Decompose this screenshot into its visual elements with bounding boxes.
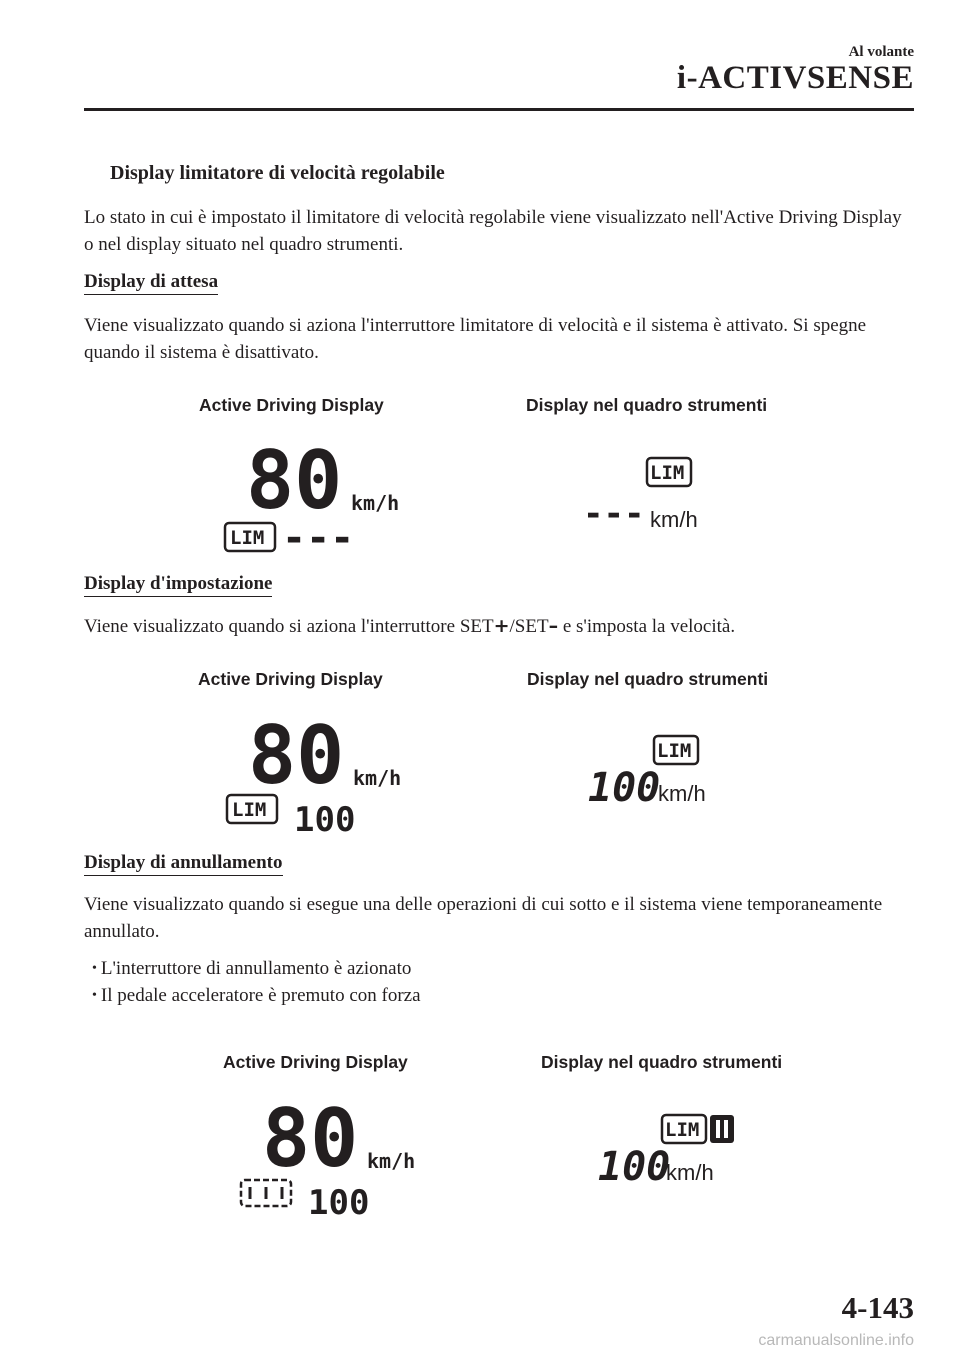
adp-unit: km/h [367, 1149, 416, 1173]
standby-adp-caption: Active Driving Display [199, 395, 384, 415]
minus-icon: – [548, 615, 559, 637]
standby-paragraph: Viene visualizzato quando si aziona l'interruttore limitatore di velocità e il sistema è attivato. Si spegne quando il sistema è disattivato. [84, 315, 867, 363]
header-divider [84, 108, 914, 111]
lim-label: LIM [232, 799, 267, 821]
cancel-bullet-2 [92, 982, 421, 1009]
cancel-cluster-display [598, 1110, 748, 1190]
standby-cluster-display [580, 455, 730, 535]
adp-dashes: --- [282, 515, 355, 561]
adp-unit: km/h [353, 766, 402, 790]
standby-cluster-caption: Display nel quadro strumenti [526, 395, 768, 415]
adp-set-speed: 100 [294, 800, 356, 840]
setting-adp-caption: Active Driving Display [198, 669, 383, 689]
cluster-dashes: --- [583, 494, 645, 534]
adp-set-speed: 100 [308, 1183, 370, 1223]
setting-paragraph [84, 613, 914, 640]
page-number: 4-143 [841, 1290, 914, 1325]
intro-paragraph: Lo stato in cui è impostato il limitatore di velocità regolabile viene visualizzato nell'Active Driving Display o nel display situato nel quadro strumenti. [84, 207, 902, 255]
cluster-unit: km/h [650, 507, 698, 532]
cluster-unit: km/h [666, 1160, 714, 1185]
setting-cluster-display [588, 733, 738, 811]
cancel-icon [710, 1115, 734, 1143]
cluster-set-speed: 100 [588, 765, 661, 811]
setting-adp-display [222, 709, 422, 840]
footer-watermark: carmanualsonline.info [758, 1332, 914, 1349]
plus-icon: + [493, 615, 510, 637]
bullet-icon: • [92, 988, 97, 1003]
standby-heading: Display di attesa [84, 271, 218, 295]
adp-unit: km/h [351, 491, 400, 515]
adp-speed: 80 [262, 1092, 359, 1185]
standby-adp-display [220, 434, 420, 561]
lim-label: LIM [230, 527, 265, 549]
adp-speed: 80 [248, 709, 345, 802]
cluster-unit: km/h [658, 781, 706, 806]
setting-text-middle: /SET [509, 616, 549, 637]
setting-text-before: Viene visualizzato quando si aziona l'interruttore SET [84, 616, 494, 637]
lim-label: LIM [665, 1119, 700, 1141]
cancel-bullet-1 [92, 955, 411, 982]
cancel-cluster-caption: Display nel quadro strumenti [541, 1052, 783, 1072]
bullet-text: L'interruttore di annullamento è azionato [100, 958, 412, 979]
bullet-text: Il pedale acceleratore è premuto con forza [100, 985, 421, 1006]
cluster-set-speed: 100 [598, 1144, 671, 1190]
setting-heading: Display d'impostazione [84, 573, 272, 597]
header-section: Al volante [848, 44, 914, 60]
cancel-adp-display [236, 1092, 436, 1223]
header-chapter: i-ACTIVSENSE [676, 60, 914, 96]
bullet-icon: • [92, 961, 97, 976]
lim-label: LIM [657, 740, 692, 762]
cancel-adp-caption: Active Driving Display [223, 1052, 408, 1072]
cancel-paragraph: Viene visualizzato quando si esegue una delle operazioni di cui sotto e il sistema viene temporaneamente annullato. [84, 894, 883, 942]
setting-text-after: e s'imposta la velocità. [558, 616, 736, 637]
setting-cluster-caption: Display nel quadro strumenti [527, 669, 769, 689]
section-title: Display limitatore di velocità regolabile [110, 162, 445, 184]
adp-speed: 80 [246, 434, 343, 527]
lim-label: LIM [650, 462, 685, 484]
cancel-heading: Display di annullamento [84, 852, 283, 876]
